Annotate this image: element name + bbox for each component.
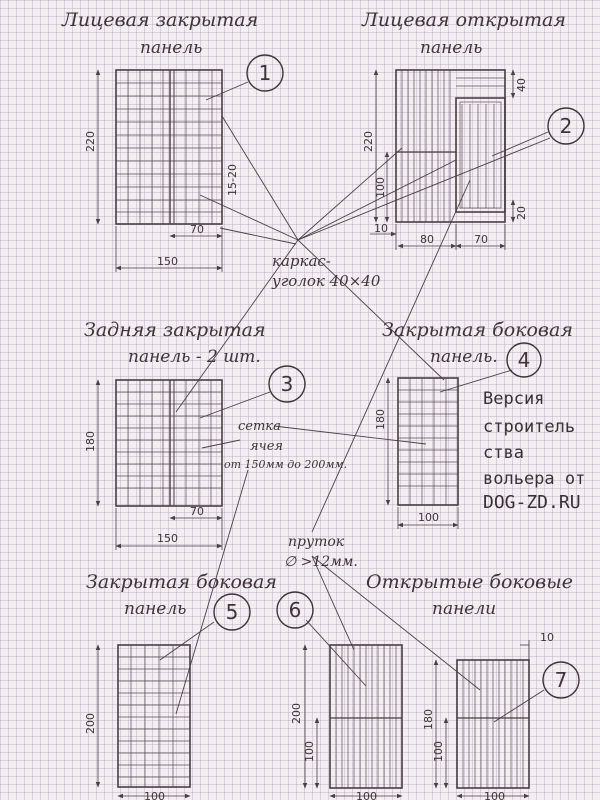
panel-3-back-closed <box>116 380 222 506</box>
dim-p2-door: 100 <box>374 177 387 198</box>
dim-p1-gap: 15-20 <box>226 164 239 196</box>
marker-2-label: 2 <box>559 114 573 138</box>
brand-line2: строитель <box>483 417 576 437</box>
dim-p7-height: 180 <box>422 709 435 730</box>
dim-p7-top: 10 <box>540 631 554 644</box>
dim-p3-width: 150 <box>157 532 178 545</box>
dim-p6-lower: 100 <box>303 741 316 762</box>
marker-5-label: 5 <box>225 600 239 624</box>
title-front-closed-line1: Лицевая закрытая <box>62 9 259 31</box>
brand-line3: ства <box>483 443 524 463</box>
brand-line4: вольера от <box>483 469 586 489</box>
brand-note <box>483 389 585 513</box>
panel-7-side-open <box>457 660 529 788</box>
dim-p3-height: 180 <box>84 431 97 452</box>
title-back-closed-line2: панель - 2 шт. <box>128 347 261 367</box>
dim-p4-width: 100 <box>418 511 439 524</box>
marker-7 <box>543 662 579 698</box>
marker-6 <box>277 592 313 628</box>
dim-p6-width: 100 <box>356 790 377 800</box>
dim-p2-offset: 10 <box>374 222 388 235</box>
dim-p7-lower: 100 <box>432 741 445 762</box>
panel-1-front-closed <box>116 70 222 224</box>
dim-p1-height: 220 <box>84 131 97 152</box>
callout-mesh-line2: ячея <box>250 439 283 454</box>
dim-p2-height: 220 <box>362 131 375 152</box>
brand-line5: DOG-ZD.RU <box>483 492 581 513</box>
title-side-closed-left-line2: панель <box>124 599 187 619</box>
callout-mesh-line1: сетка <box>238 419 281 434</box>
dim-p3-cell: 70 <box>190 505 204 518</box>
dim-p5-height: 200 <box>84 713 97 734</box>
marker-7-label: 7 <box>554 668 568 692</box>
marker-1 <box>247 55 283 91</box>
panel-2-front-open <box>396 70 505 222</box>
panel-5-side-closed <box>118 645 190 787</box>
dim-p2-top: 40 <box>515 78 528 92</box>
marker-5 <box>214 594 250 630</box>
dim-p7-width: 100 <box>484 790 505 800</box>
marker-4 <box>507 343 541 377</box>
dim-p2-left: 80 <box>420 233 434 246</box>
callout-rod-line1: пруток <box>288 534 345 550</box>
callout-frame-line2: уголок 40×40 <box>272 272 381 290</box>
callout-frame-line1: каркас- <box>272 252 331 270</box>
title-back-closed-line1: Задняя закрытая <box>84 319 266 341</box>
title-front-open-line1: Лицевая открытая <box>362 9 566 31</box>
marker-6-label: 6 <box>288 598 302 622</box>
title-front-closed-line2: панель <box>140 38 203 58</box>
callout-rod-line2: ∅ >12мм. <box>284 554 358 570</box>
title-side-open-line1: Открытые боковые <box>366 571 573 593</box>
title-side-open-line2: панели <box>432 599 497 619</box>
marker-1-label: 1 <box>258 61 272 85</box>
dim-p5-width: 100 <box>144 790 165 800</box>
dim-p6-height: 200 <box>290 703 303 724</box>
marker-3 <box>269 366 305 402</box>
brand-line1: Версия <box>483 389 545 409</box>
dim-p1-width: 150 <box>157 255 178 268</box>
title-side-closed-right-line1: Закрытая боковая <box>382 319 573 341</box>
title-side-closed-right-line2: панель. <box>430 347 498 367</box>
title-side-closed-left-line1: Закрытая боковая <box>86 571 277 593</box>
marker-2 <box>548 108 584 144</box>
dim-p1-cell: 70 <box>190 223 204 236</box>
dim-p4-height: 180 <box>374 409 387 430</box>
title-front-open-line2: панель <box>420 38 483 58</box>
panel-6-side-open <box>330 645 402 788</box>
marker-4-label: 4 <box>517 348 531 372</box>
marker-3-label: 3 <box>280 372 294 396</box>
dim-p2-right: 70 <box>474 233 488 246</box>
dim-p2-bottom: 20 <box>515 206 528 220</box>
callout-mesh-line3: от 150мм до 200мм. <box>224 458 348 471</box>
